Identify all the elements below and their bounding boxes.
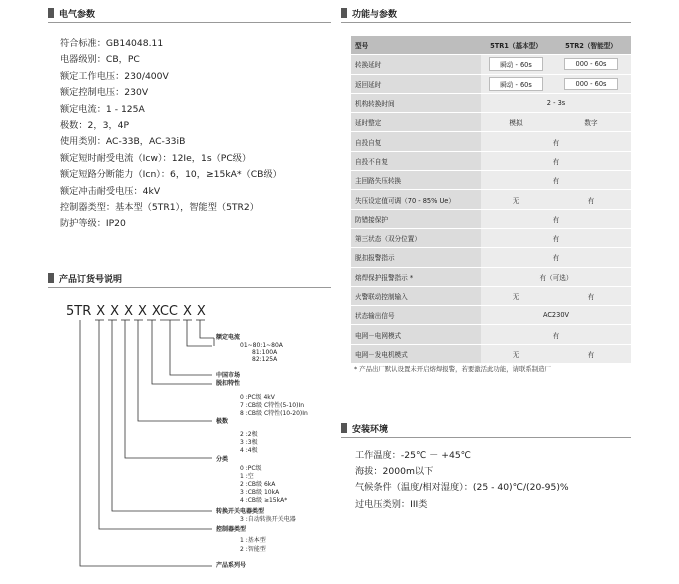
row-value-5tr1: 模拟 xyxy=(481,113,551,132)
class-option: 1 :空 xyxy=(240,473,254,480)
code-part: X xyxy=(110,304,120,319)
table-row xyxy=(351,286,631,305)
label-trip: 脱扣特性 xyxy=(216,380,241,387)
row-value-5tr1: 无 xyxy=(481,190,551,209)
code-part: X xyxy=(151,304,160,319)
class-option: 4 :CB级 ≥15kA* xyxy=(240,497,288,504)
table-row xyxy=(351,209,631,228)
code-part-series: 5TR xyxy=(66,304,92,319)
row-name: 火警联动控制输入 xyxy=(351,286,481,305)
spec-item: 电器级别：CB，PC xyxy=(60,54,140,66)
rc-option: 01~80:1~80A xyxy=(240,342,283,349)
row-value-5tr2: 有 xyxy=(551,344,631,363)
spec-item: 额定短路分断能力（Icn）：6，10，≥15kA*（CB级） xyxy=(60,169,282,181)
install-section-title xyxy=(341,421,388,435)
rc-option: 81:100A xyxy=(252,349,278,356)
trip-option: 0 :PC级 4kV xyxy=(240,394,275,401)
install-env-list xyxy=(355,448,569,513)
table-row xyxy=(351,74,631,93)
class-option: 0 :PC级 xyxy=(240,465,262,472)
row-value-both: 有 xyxy=(481,248,631,267)
row-name: 熔焊保护报警指示 * xyxy=(351,267,481,286)
row-value-5tr1: 无 xyxy=(481,344,551,363)
poles-option: 2 :2极 xyxy=(240,431,258,438)
row-name: 第三状态（双分位置） xyxy=(351,228,481,247)
label-market: 中国市场 xyxy=(216,372,241,379)
table-row xyxy=(351,325,631,344)
divider xyxy=(341,22,631,23)
divider xyxy=(341,437,631,438)
row-value-both: 有 xyxy=(481,132,631,151)
label-ctrl-type: 控制器类型 xyxy=(216,526,247,533)
row-name: 机构转换时间 xyxy=(351,93,481,112)
row-name: 转换延时 xyxy=(351,55,481,74)
section-marker-icon xyxy=(341,423,347,433)
row-value-5tr2: 有 xyxy=(551,190,631,209)
table-row xyxy=(351,132,631,151)
function-note: * 产品出厂默认设置未开启熔焊报警，若要激活此功能，请联系制造厂 xyxy=(354,365,551,373)
code-part: X xyxy=(196,304,206,319)
code-part: X xyxy=(124,304,133,319)
class-option: 2 :CB级 6kA xyxy=(240,481,276,488)
poles-option: 4 :4极 xyxy=(240,447,258,454)
spec-item: 额定冲击耐受电压：4kV xyxy=(60,185,161,197)
row-name: 防错接保护 xyxy=(351,209,481,228)
install-title-text: 安装环境 xyxy=(352,424,389,435)
row-name: 返回延时 xyxy=(351,74,481,93)
table-row xyxy=(351,228,631,247)
row-value-5tr2: 有 xyxy=(551,286,631,305)
table-row xyxy=(351,248,631,267)
trip-option: 7 :CB级 C特性(5-10)In xyxy=(240,402,305,409)
table-row xyxy=(351,306,631,325)
row-name: 失压设定值可调（70 - 85% Ue） xyxy=(351,190,481,209)
class-option: 3 :CB级 10kA xyxy=(240,489,280,496)
row-value-5tr1 xyxy=(481,74,551,93)
poles-option: 3 :3极 xyxy=(240,439,258,446)
label-switch-type: 转换开关电器类型 xyxy=(216,508,265,515)
value-box: 000 - 60s xyxy=(564,78,618,90)
header-5tr1: 5TR1（基本型） xyxy=(481,36,551,55)
row-value-5tr1 xyxy=(481,55,551,74)
row-value-5tr2 xyxy=(551,55,631,74)
label-class: 分类 xyxy=(216,456,229,463)
section-marker-icon xyxy=(341,8,347,18)
switch-option: 3 :自动转换开关电器 xyxy=(240,516,296,523)
row-value-both: 2 - 3s xyxy=(481,93,631,112)
env-item: 海拔：2000m以下 xyxy=(355,466,434,478)
row-value-5tr2 xyxy=(551,74,631,93)
spec-item: 使用类别：AC-33B，AC-33iB xyxy=(60,136,186,148)
header-model: 型号 xyxy=(351,36,481,55)
row-value-5tr2: 数字 xyxy=(551,113,631,132)
env-item: 气候条件（温度/相对湿度）：(25 - 40)℃/(20-95)% xyxy=(355,482,569,494)
row-value-both: AC230V xyxy=(481,306,631,325)
ordering-title-text: 产品订货号说明 xyxy=(59,274,123,285)
code-part: X xyxy=(137,304,147,319)
table-row xyxy=(351,55,631,74)
spec-item: 控制器类型：基本型（5TR1），智能型（5TR2） xyxy=(60,202,259,214)
rc-option: 82:125A xyxy=(252,356,278,363)
functions-section-title xyxy=(341,6,397,20)
table-row xyxy=(351,151,631,170)
code-part-cc: CC xyxy=(159,304,178,319)
label-series: 产品系列号 xyxy=(216,562,247,569)
row-name: 自投不自复 xyxy=(351,151,481,170)
row-name: 自投自复 xyxy=(351,132,481,151)
row-value-both: 有 xyxy=(481,228,631,247)
ctrl-option: 2 :智能型 xyxy=(240,546,266,553)
table-row xyxy=(351,267,631,286)
value-box: 瞬动 - 60s xyxy=(489,77,543,91)
spec-item: 额定电流：1 - 125A xyxy=(60,103,145,115)
function-table xyxy=(351,36,631,364)
code-part: X xyxy=(183,304,192,319)
spec-item: 额定短时耐受电流（Icw）：12Ie，1s（PC级） xyxy=(60,152,252,164)
table-row xyxy=(351,344,631,363)
row-value-both: 有 xyxy=(481,171,631,190)
trip-option: 8 :CB级 C特性(10-20)In xyxy=(240,410,308,417)
row-name: 脱扣报警指示 xyxy=(351,248,481,267)
electrical-title-text: 电气参数 xyxy=(59,9,96,20)
row-value-both: 有 xyxy=(481,209,631,228)
ordering-code xyxy=(66,304,206,319)
row-value-both: 有（可选） xyxy=(481,267,631,286)
code-part: X xyxy=(96,304,106,319)
row-name: 状态输出信号 xyxy=(351,306,481,325)
env-item: 工作温度：-25℃ － +45℃ xyxy=(355,450,471,461)
table-header-row xyxy=(351,36,631,55)
spec-item: 额定工作电压：230/400V xyxy=(60,70,169,82)
table-row xyxy=(351,190,631,209)
label-rated-current: 额定电流 xyxy=(216,334,241,341)
env-item: 过电压类别：III类 xyxy=(355,498,428,510)
row-value-both: 有 xyxy=(481,151,631,170)
value-box: 000 - 60s xyxy=(564,58,618,70)
row-name: 电网－发电机模式 xyxy=(351,344,481,363)
row-value-5tr1: 无 xyxy=(481,286,551,305)
table-row xyxy=(351,113,631,132)
row-name: 电网－电网模式 xyxy=(351,325,481,344)
row-name: 延时整定 xyxy=(351,113,481,132)
spec-item: 符合标准：GB14048.11 xyxy=(60,38,164,49)
ctrl-option: 1 :基本型 xyxy=(240,537,266,544)
table-row xyxy=(351,93,631,112)
functions-title-text: 功能与参数 xyxy=(352,9,398,20)
row-name: 主回路失压转换 xyxy=(351,171,481,190)
spec-item: 极数：2，3，4P xyxy=(60,120,130,132)
table-row xyxy=(351,171,631,190)
spec-item: 额定控制电压：230V xyxy=(60,87,149,99)
spec-item: 防护等级：IP20 xyxy=(60,218,126,230)
label-poles: 极数 xyxy=(216,418,229,425)
header-5tr2: 5TR2（智能型） xyxy=(551,36,631,55)
row-value-both: 有 xyxy=(481,325,631,344)
value-box: 瞬动 - 60s xyxy=(489,57,543,71)
